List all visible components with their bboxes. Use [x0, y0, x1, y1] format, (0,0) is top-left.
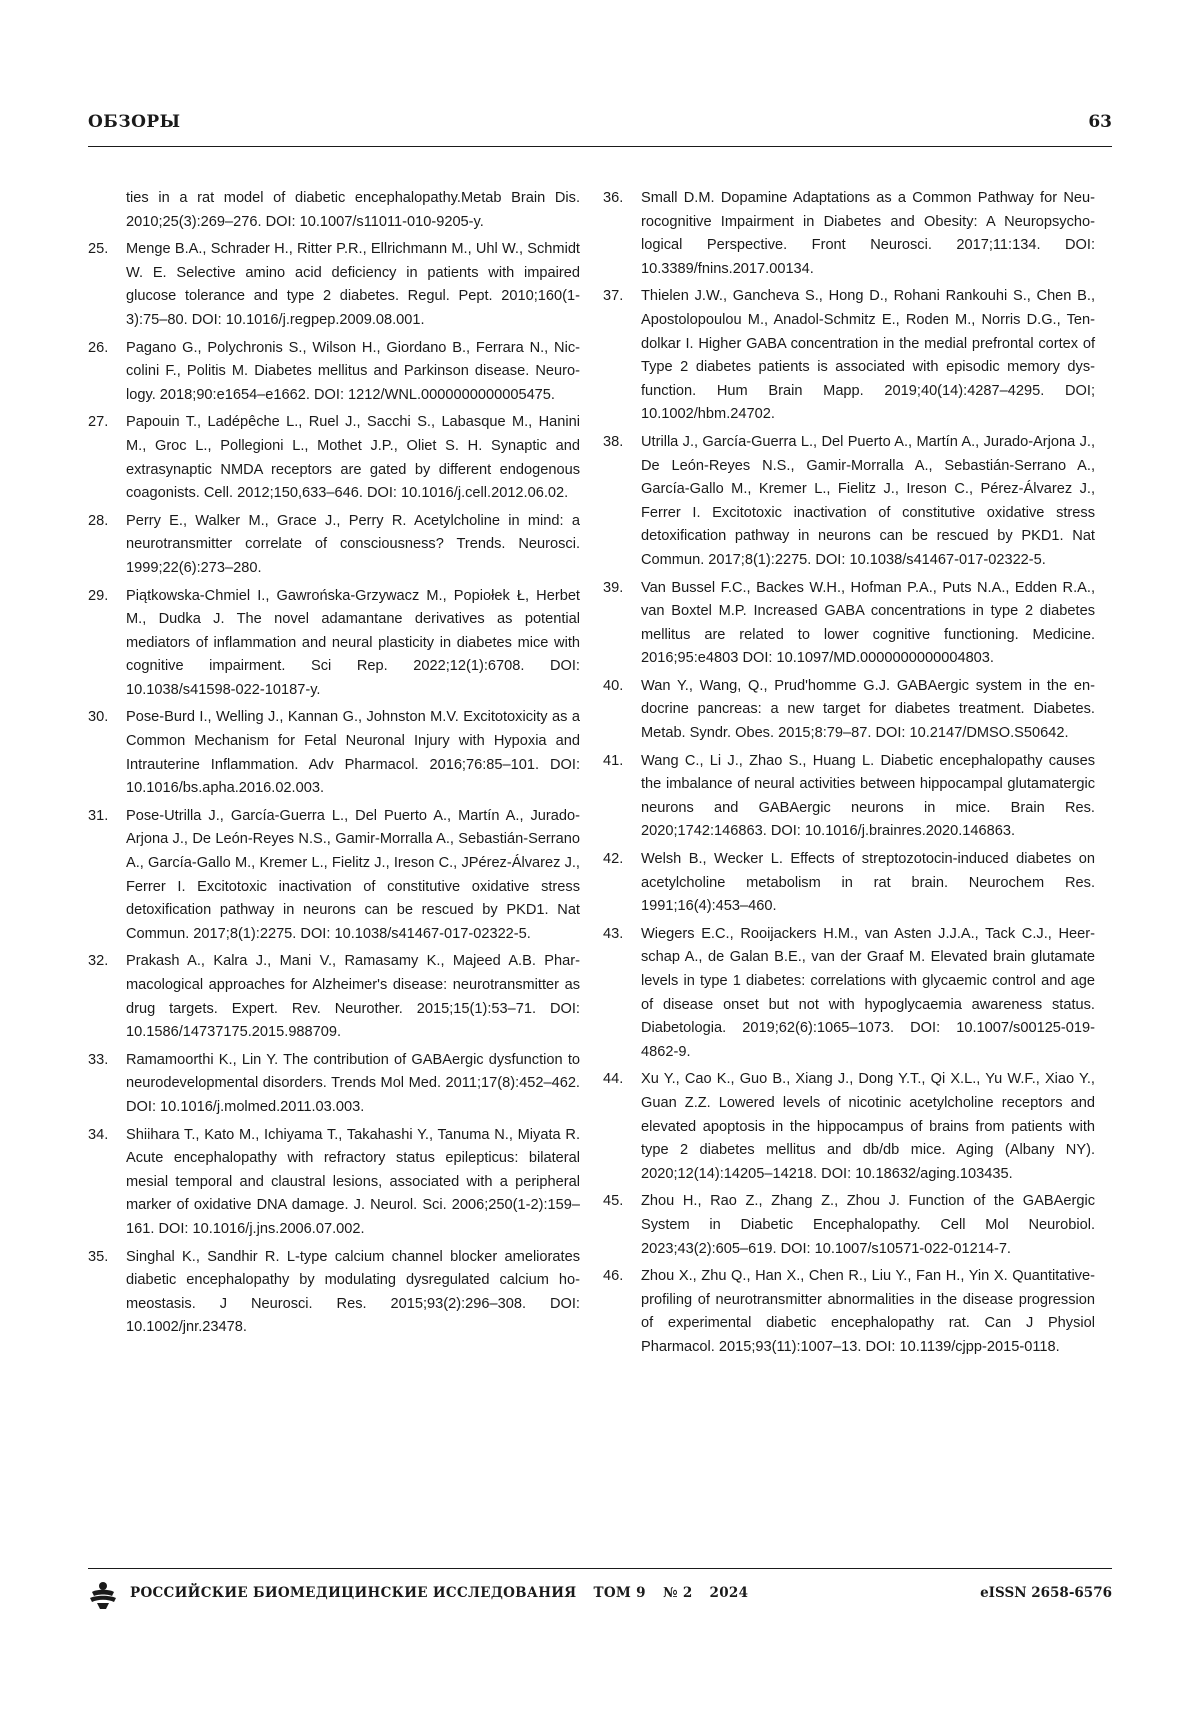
reference-item	[603, 1068, 1095, 1186]
reference-text: Xu Y., Cao K., Guo B., Xiang J., Dong Y.T., Qi X.L., Yu W.F., Xiao Y., Guan Z.Z. Lowered levels of nicotinic acetylcholine receptors and elevated apoptosis in the hippocampus of brains from patients with type 2 diabetes mellitus and db/db mice. Aging (Albany NY). 2020;12(14):14205–14218. DOI: 10.18632/aging.103435.	[641, 1071, 1095, 1182]
reference-item	[603, 1190, 1095, 1261]
reference-item	[603, 285, 1095, 427]
reference-text: Thielen J.W., Gancheva S., Hong D., Rohani Rankouhi S., Chen B., Apostolopoulou M., Anadol-Schmitz E., Roden M., Norris D.G., Tendolkar I. Higher GABA concentration in the medial prefrontal cortex of Type 2 diabetes patients is associated with episodic memory dysfunction. Hum Brain Mapp. 2019;40(14):4287–4295. DOI; 10.1002/hbm.24702.	[641, 288, 1095, 423]
reference-text: Piątkowska-Chmiel I., Gawrońska-Grzywacz M., Popiołek Ł, Herbet M., Dudka J. The novel adamantane derivatives as potential mediators of inflammation and neural plasticity in diabetes mice with cognitive impairment. Sci Rep. 2022;12(1):6708. DOI: 10.1038/s41598-022-10187-y.	[126, 587, 580, 698]
reference-number: 26.	[88, 339, 109, 356]
journal-logo-icon	[88, 1580, 118, 1610]
reference-item	[603, 187, 1095, 281]
reference-number: 29.	[88, 587, 109, 604]
reference-text: Papouin T., Ladépêche L., Ruel J., Sacchi S., Labasque M., Hanini M., Groc L., Pollegioni L., Mothet J.P., Oliet S. H. Synaptic and extrasynaptic NMDA receptors are gated by different endogenous coagonists. Cell. 2012;150,633–646. DOI: 10.1016/j.cell.2012.06.02.	[126, 414, 580, 502]
reference-text: ties in a rat model of diabetic encephalopathy.Metab Brain Dis. 2010;25(3):269–276. DOI: 10.1007/s11011-010-9205-y.	[126, 190, 580, 230]
reference-number: 41.	[603, 752, 624, 769]
reference-item	[88, 238, 580, 332]
reference-text: Small D.M. Dopamine Adaptations as a Common Pathway for Neurocognitive Impairment in Diabetes and Obesity: A Neuropsychological Perspective. Front Neurosci. 2017;11:134. DOI: 10.3389/fnins.2017.00134.	[641, 190, 1095, 277]
reference-item	[603, 848, 1095, 919]
section-title: ОБЗОРЫ	[88, 112, 181, 132]
journal-year: 2024	[709, 1585, 749, 1601]
reference-text: Pose-Utrilla J., García-Guerra L., Del Puerto A., Martín A., Jurado-Arjona J., De León-Reyes N.S., Gamir-Morralla A., Sebastián-Serrano A., García-Gallo M., Kremer L., Fielitz J., Ireson C., JPérez-Álvarez J., Ferrer I. Excitotoxic inactivation of constitutive oxidative stress detoxification pathway in neurons can be rescued by PKD1. Nat Commun. 2017;8(1):2275. DOI: 10.1038/s41467-017-02322-5.	[126, 807, 580, 942]
reference-item	[88, 337, 580, 408]
reference-number: 44.	[603, 1071, 624, 1088]
references-column-left	[88, 187, 580, 1344]
reference-number: 37.	[603, 288, 624, 305]
reference-text: Utrilla J., García-Guerra L., Del Puerto A., Martín A., Jurado-Arjona J., De León-Reyes N.S., Gamir-Morralla A., Sebastián-Serrano A., García-Gallo M., Kremer L., Fielitz J., Ireson C., Pérez-Álvarez J., Ferrer I. Excitotoxic inactivation of constitutive oxidative stress detoxification pathway in neurons can be rescued by PKD1. Nat Commun. 2017;8(1):2275. DOI: 10.1038/s41467-017-02322-5.	[641, 433, 1095, 568]
page-header	[88, 112, 1112, 147]
reference-text: Wan Y., Wang, Q., Prud'homme G.J. GABAergic system in the endocrine pancreas: a new target for diabetes treatment. Diabetes. Metab. Syndr. Obes. 2015;8:79–87. DOI: 10.2147/DMSO.S50642.	[641, 677, 1095, 742]
reference-text: Van Bussel F.C., Backes W.H., Hofman P.A., Puts N.A., Edden R.A., van Boxtel M.P. Increased GABA concentrations in type 2 diabetes mellitus are related to lower cognitive functioning. Medicine. 2016;95:e4803 DOI: 10.1097/MD.0000000000004803.	[641, 579, 1095, 667]
reference-text: Zhou X., Zhu Q., Han X., Chen R., Liu Y., Fan H., Yin X. Quantitative-profiling of neurotransmitter abnormalities in the disease progression of experimental diabetic encephalopathy rat. Can J Physiol Pharmacol. 2015;93(11):1007–13. DOI: 10.1139/cjpp-2015-0118.	[641, 1268, 1095, 1355]
reference-item	[603, 675, 1095, 746]
reference-text: Welsh B., Wecker L. Effects of streptozotocin-induced diabetes on acetylcholine metabolism in rat brain. Neurochem Res. 1991;16(4):453–460.	[641, 851, 1095, 915]
journal-name: РОССИЙСКИЕ БИОМЕДИЦИНСКИЕ ИССЛЕДОВАНИЯ	[130, 1585, 577, 1601]
reference-number: 25.	[88, 241, 109, 258]
reference-item	[603, 923, 1095, 1065]
reference-text: Shiihara T., Kato M., Ichiyama T., Takahashi Y., Tanuma N., Miyata R. Acute encephalopathy with refractory status epilepticus: bilateral mesial temporal and claustral lesions, associated with a peripheral marker of oxidative DNA damage. J. Neurol. Sci. 2006;250(1-2):159–161. DOI: 10.1016/j.jns.2006.07.002.	[126, 1126, 580, 1237]
reference-item	[603, 577, 1095, 671]
reference-item	[88, 510, 580, 581]
reference-number: 35.	[88, 1248, 109, 1265]
journal-volume: ТОМ 9	[593, 1585, 646, 1601]
reference-text: Wang C., Li J., Zhao S., Huang L. Diabetic encephalopathy causes the imbalance of neural activities between hippocampal glutamatergic neurons and GABAergic neurons in mice. Brain Res. 2020;1742:146863. DOI: 10.1016/j.brainres.2020.146863.	[641, 752, 1095, 840]
reference-item	[88, 187, 580, 234]
reference-number: 46.	[603, 1268, 624, 1285]
reference-text: Perry E., Walker M., Grace J., Perry R. Acetylcholine in mind: a neurotransmitter correlate of consciousness? Trends. Neurosci. 1999;22(6):273–280.	[126, 512, 580, 576]
reference-item	[88, 1124, 580, 1242]
journal-title	[130, 1585, 760, 1601]
reference-text: Menge B.A., Schrader H., Ritter P.R., Ellrichmann M., Uhl W., Schmidt W. E. Selective amino acid deficiency in patients with impaired glucose tolerance and type 2 diabetes. Regul. Pept. 2010;160(1-3):75–80. DOI: 10.1016/j.regpep.2009.08.001.	[126, 241, 580, 328]
reference-text: Prakash A., Kalra J., Mani V., Ramasamy K., Majeed A.B. Pharmacological approaches for Alzheimer's disease: neurotransmitter as drug targets. Expert. Rev. Neurother. 2015;15(1):53–71. DOI: 10.1586/14737175.2015.988709.	[126, 953, 580, 1041]
reference-number: 45.	[603, 1193, 624, 1210]
reference-number: 36.	[603, 190, 624, 206]
reference-number: 34.	[88, 1126, 109, 1143]
reference-number: 32.	[88, 953, 109, 970]
reference-item	[88, 950, 580, 1044]
reference-number: 38.	[603, 433, 624, 450]
references-column-right	[603, 187, 1095, 1364]
reference-item	[88, 585, 580, 703]
reference-number: 27.	[88, 414, 109, 431]
page-footer	[88, 1568, 1112, 1619]
reference-number: 42.	[603, 851, 624, 868]
reference-item	[88, 706, 580, 800]
reference-text: Singhal K., Sandhir R. L-type calcium channel blocker ameliorates diabetic encephalopathy by modulating dysregulated calcium homeostasis. J Neurosci. Res. 2015;93(2):296–308. DOI: 10.1002/jnr.23478.	[126, 1248, 580, 1336]
page-number: 63	[1088, 112, 1112, 132]
reference-number: 28.	[88, 512, 109, 529]
reference-item	[88, 805, 580, 947]
eissn: eISSN 2658-6576	[980, 1585, 1112, 1601]
reference-item	[603, 431, 1095, 573]
reference-item	[88, 1049, 580, 1120]
reference-item	[88, 411, 580, 505]
reference-text: Pose-Burd I., Welling J., Kannan G., Johnston M.V. Excitotoxicity as a Common Mechanism for Fetal Neuronal Injury with Hypoxia and Intrauterine Inflammation. Adv Pharmacol. 2016;76:85–101. DOI: 10.1016/bs.apha.2016.02.003.	[126, 709, 580, 797]
reference-number: 30.	[88, 709, 109, 726]
reference-item	[88, 1246, 580, 1340]
journal-issue: № 2	[662, 1585, 693, 1601]
reference-number: 43.	[603, 925, 624, 942]
reference-text: Zhou H., Rao Z., Zhang Z., Zhou J. Function of the GABAergic System in Diabetic Encephalopathy. Cell Mol Neurobiol. 2023;43(2):605–619. DOI: 10.1007/s10571-022-01214-7.	[641, 1193, 1095, 1257]
reference-item	[603, 750, 1095, 844]
reference-number: 40.	[603, 677, 624, 694]
reference-text: Ramamoorthi K., Lin Y. The contribution of GABAergic dysfunction to neurodevelopmental disorders. Trends Mol Med. 2011;17(8):452–462. DOI: 10.1016/j.molmed.2011.03.003.	[126, 1051, 580, 1115]
reference-number: 33.	[88, 1051, 109, 1068]
reference-number: 39.	[603, 579, 624, 596]
reference-number: 31.	[88, 807, 109, 824]
reference-text: Pagano G., Polychronis S., Wilson H., Giordano B., Ferrara N., Niccolini F., Politis M. Diabetes mellitus and Parkinson disease. Neurology. 2018;90:e1654–e1662. DOI: 1212/WNL.0000000000005475.	[126, 339, 580, 403]
reference-item	[603, 1265, 1095, 1359]
reference-text: Wiegers E.C., Rooijackers H.M., van Asten J.J.A., Tack C.J., Heerschap A., de Galan B.E., van der Graaf M. Elevated brain glutamate levels in type 1 diabetes: correlations with glycaemic control and age of disease onset but not with hypoglycaemia awareness status. Diabetologia. 2019;62(6):1065–1073. DOI: 10.1007/s00125-019-4862-9.	[641, 925, 1095, 1060]
